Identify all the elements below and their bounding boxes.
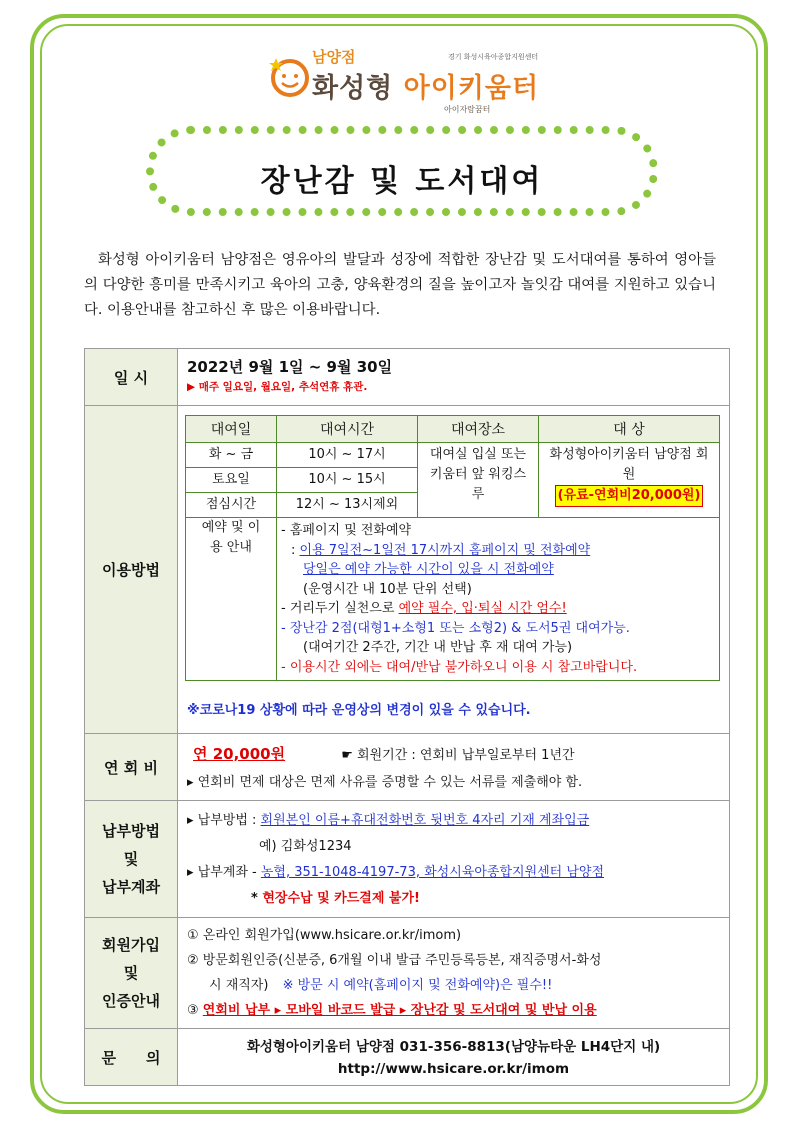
header-day: 대여일 (186, 416, 277, 443)
header-time: 대여시간 (277, 416, 418, 443)
title-box (146, 126, 658, 216)
usage-cell (178, 406, 730, 734)
page-title: 장난감 및 도서대여 (260, 164, 544, 199)
membership-label: 회원가입 및 인증안내 (85, 918, 178, 1029)
no-cash-notice: * 현장수납 및 카드결제 불가! (251, 891, 420, 906)
day-cell: 토요일 (186, 468, 277, 493)
header-place: 대여장소 (418, 416, 539, 443)
guide-line: (운영시간 내 10분 단위 선택) (303, 581, 472, 597)
membership-row (85, 918, 730, 1029)
logo-name: 화성형 아이키움터 (312, 73, 540, 104)
contact-label: 문 의 (85, 1029, 178, 1086)
logo-sub: 아이자람꿈터 (444, 105, 491, 114)
membership-item: ③ 연회비 납부 ▸ 모바일 바코드 발급 ▸ 장난감 및 도서대여 및 반납 이용 (187, 1003, 597, 1018)
time-cell: 10시 ~ 15시 (277, 468, 418, 493)
payment-cell (178, 801, 730, 918)
membership-item: ② 방문회원인증(신분증, 6개월 이내 발급 주민등록등본, 재직증명서-화성 (187, 953, 602, 968)
day-cell: 화 ~ 금 (186, 443, 277, 468)
intro-paragraph: 화성형 아이키움터 남양점은 영유아의 발달과 성장에 적합한 장난감 및 도서대여를 통하여 영아들의 다양한 흥미를 만족시키고 육아의 고충, 양육환경의 질을 높이고자 놀잇감 대여를 지원하고 있습니다. 이용안내를 참고하신 후 많은 이용바랍니다. (84, 252, 716, 318)
guide-line: - 장난감 2점(대형1+소형1 또는 소형2) & 도서5권 대여가능. (281, 620, 630, 636)
guide-line: - 이용시간 외에는 대여/반납 불가하오니 이용 시 참고바랍니다. (281, 659, 638, 675)
payment-row (85, 801, 730, 918)
schedule-date: 2022년 9월 1일 ~ 9월 30일 (187, 358, 393, 376)
contact-row (85, 1029, 730, 1086)
target-text: 화성형아이키움터 남양점 회원 (549, 447, 709, 482)
guide-line: - 홈페이지 및 전화예약 (281, 523, 412, 538)
schedule-cell (178, 349, 730, 406)
time-cell: 12시 ~ 13시제외 (277, 493, 418, 518)
closed-days: ▶ 매주 일요일, 월요일, 추석연휴 휴관. (187, 381, 368, 393)
fee-label: 연 회 비 (85, 734, 178, 801)
fee-cell (178, 734, 730, 801)
guide-line: : 이용 7일전~1일전 17시까지 홈페이지 및 전화예약 (291, 542, 591, 558)
target-fee: (유료-연회비20,000원) (555, 485, 704, 507)
covid-notice: ※코로나19 상황에 따라 운영상의 변경이 있을 수 있습니다. (187, 703, 531, 718)
place-cell: 대여실 입실 또는 키움터 앞 워킹스루 (418, 443, 539, 518)
guide-line: - 거리두기 실천으로 예약 필수, 입·퇴실 시간 엄수! (281, 601, 567, 616)
contact-cell (178, 1029, 730, 1086)
usage-row (85, 406, 730, 734)
guide-line: 당일은 예약 가능한 시간이 있을 시 전화예약 (303, 562, 554, 577)
membership-item: 시 재직자) ※ 방문 시 예약(홈페이지 및 전화예약)은 필수!! (209, 978, 553, 993)
usage-label: 이용방법 (85, 406, 178, 734)
guide-cell (277, 518, 720, 681)
schedule-label: 일 시 (85, 349, 178, 406)
payment-account: ▸ 납부계좌 - 농협, 351-1048-4197-73, 화성시육아종합지원센터 남양점 (187, 865, 605, 880)
payment-label: 납부방법 및 납부계좌 (85, 801, 178, 918)
fee-exempt: ▸ 연회비 면제 대상은 면제 사유를 증명할 수 있는 서류를 제출해야 함. (187, 775, 583, 790)
time-cell: 10시 ~ 17시 (277, 443, 418, 468)
guide-line: (대여기간 2주간, 기간 내 반납 후 재 대여 가능) (303, 640, 573, 655)
day-cell: 점심시간 (186, 493, 277, 518)
payment-method: ▸ 납부방법 : 회원본인 이름+휴대전화번호 뒷번호 4자리 기재 계좌입금 (187, 813, 590, 828)
child-face-icon (268, 54, 312, 98)
fee-line (179, 735, 728, 771)
target-cell (539, 443, 720, 518)
logo (268, 40, 548, 120)
schedule-row (85, 349, 730, 406)
contact-phone: 화성형아이키움터 남양점 031-356-8813(남양뉴타운 LH4단지 내) (246, 1039, 661, 1055)
guide-label: 예약 및 이용 안내 (186, 518, 277, 681)
payment-example: 예) 김화성1234 (259, 839, 352, 854)
info-table (84, 348, 730, 1086)
rental-table (185, 415, 720, 681)
logo-branch: 남양점 (312, 48, 356, 66)
membership-item: ① 온라인 회원가입(www.hsicare.or.kr/imom) (187, 928, 462, 943)
header-target: 대 상 (539, 416, 720, 443)
contact-url[interactable]: http://www.hsicare.or.kr/imom (337, 1061, 570, 1077)
fee-amount: 연 20,000원 (193, 745, 286, 763)
membership-cell (178, 918, 730, 1029)
fee-period: ☛ 회원기간 : 연회비 납부일로부터 1년간 (341, 748, 575, 763)
fee-row (85, 734, 730, 801)
logo-center-name: 경기 화성시육아종합지원센터 (448, 53, 539, 61)
